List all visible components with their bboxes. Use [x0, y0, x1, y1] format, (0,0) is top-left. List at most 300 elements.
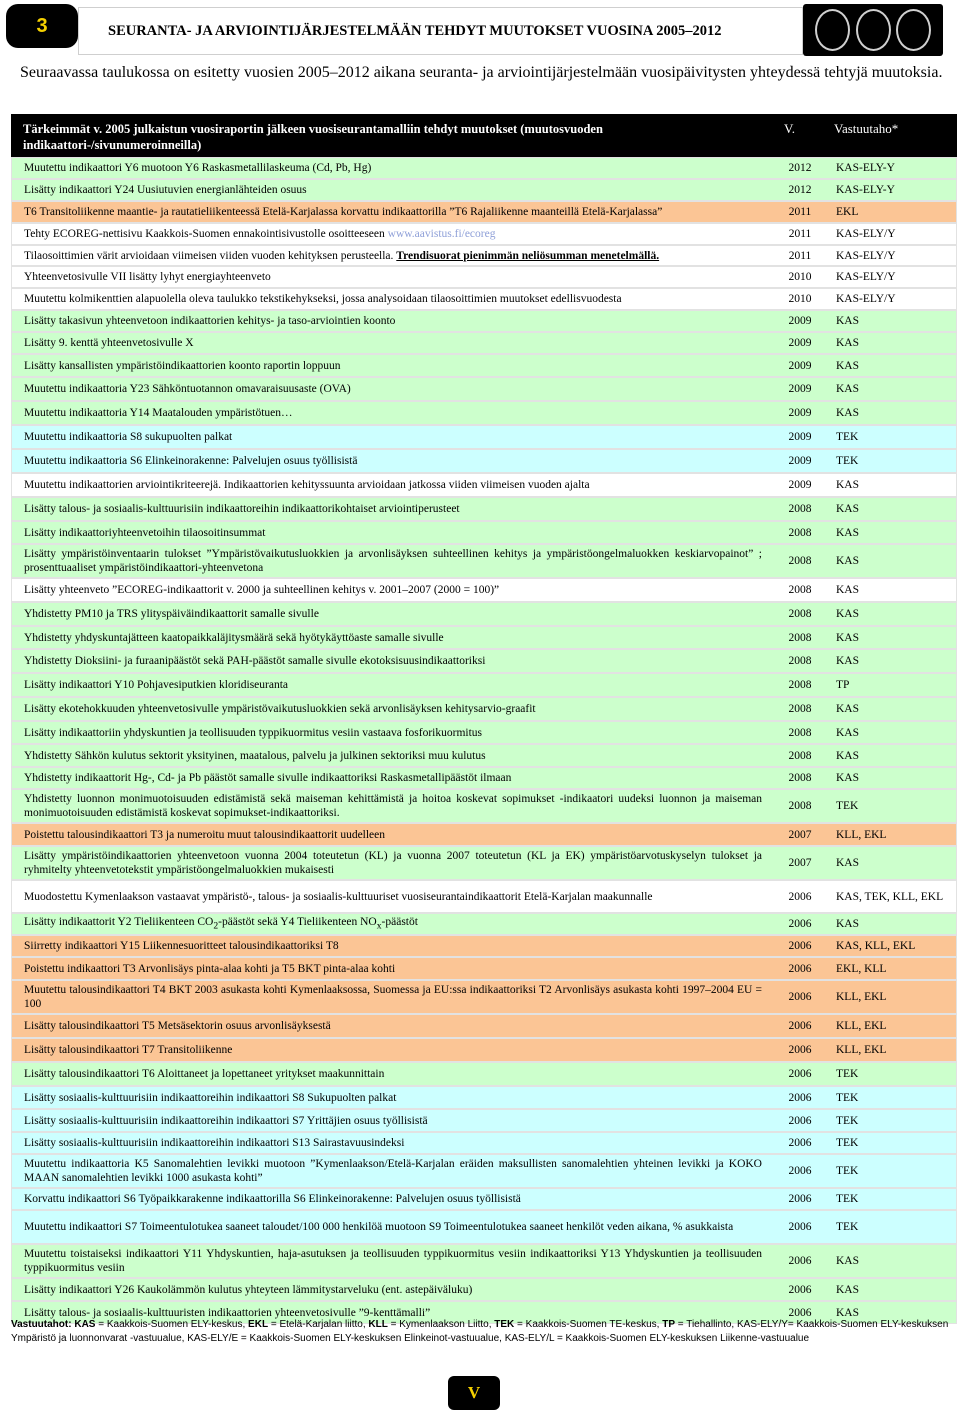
row-description — [12, 1279, 774, 1300]
row-responsible — [826, 1087, 956, 1108]
row-description — [12, 790, 774, 822]
row-description-text — [24, 1114, 428, 1128]
row-responsible — [826, 790, 956, 822]
row-description-text — [24, 1091, 396, 1105]
responsible-value: EKL, KLL — [836, 962, 887, 975]
description-text: Muutettu toistaiseksi indikaattori Y11 Yhdyskuntien, haja-asutuksen ja teollisuuden typpikuormitus vesiin indikaattoriksi Y13 Yhdyskuntien ja teollisuuden typpikuormitus vesiin — [24, 1248, 762, 1274]
row-responsible — [826, 768, 956, 788]
year-value: 2007 — [788, 828, 812, 841]
description-text: Muutettu kolmikenttien alapuolella oleva taulukko tekstikehykseksi, jossa analysoidaan tilaosoittimien muutokset edellisvuodesta — [24, 293, 622, 305]
row-responsible — [826, 498, 956, 520]
table-body — [11, 157, 957, 1324]
row-responsible — [826, 914, 956, 934]
row-year — [774, 498, 826, 520]
footnote-definition: = Tiehallinto, KAS-ELY/Y= Kaakkois-Suomen ELY-keskuksen Ympäristö ja luonnonvarat -vastuualue, KAS-ELY/E = Kaakkois-Suomen ELY-keskuksen Elinkeinot-vastuualue, KAS-ELY/L = Kaakkois-Suomen ELY-keskuksen Liikenne-vastuualue — [11, 1319, 949, 1344]
row-responsible — [826, 579, 956, 601]
row-description — [12, 1211, 774, 1243]
description-text: Lisätty kansallisten ympäristöindikaattorien koonto raportin loppuun — [24, 359, 341, 372]
year-value: 2006 — [788, 1137, 812, 1149]
table-row — [11, 377, 957, 401]
row-year — [774, 824, 826, 845]
year-value: 2006 — [788, 918, 812, 930]
row-description-text — [24, 547, 762, 575]
table-row — [11, 578, 957, 602]
row-description-text — [24, 502, 460, 516]
row-description-text — [24, 726, 482, 740]
row-responsible — [826, 650, 956, 672]
description-text: Lisätty ympäristöinventaarin tulokset ”Ympäristövaikutusluokkien ja arvonlisäyksen suhteellinen kehitys ja ympäristöongelmaluokken keskiarvopainot” ; prosenttuaaliset ympäristöindikaattori-yhteenvetona — [24, 548, 762, 574]
table-row — [11, 697, 957, 721]
table-row — [11, 626, 957, 649]
logo-ring-icon — [896, 9, 931, 51]
row-description — [12, 1110, 774, 1131]
row-description — [12, 1155, 774, 1187]
responsible-value: KAS, TEK, KLL, EKL — [836, 890, 944, 903]
year-value: 2010 — [788, 293, 812, 305]
table-row — [11, 245, 957, 266]
row-responsible — [826, 246, 956, 265]
description-text: Lisätty sosiaalis-kulttuurisiin indikaattoreihin indikaattori S7 Yrittäjien osuus työllisistä — [24, 1114, 428, 1127]
responsible-value: TP — [836, 679, 850, 691]
row-year — [774, 545, 826, 577]
table-row — [11, 1278, 957, 1301]
responsible-value: KAS — [836, 383, 860, 395]
row-year — [774, 722, 826, 743]
row-responsible — [826, 402, 956, 424]
row-year — [774, 1015, 826, 1037]
description-text: Lisätty ympäristöindikaattorien yhteenvetoon vuonna 2004 toteutetun (KL) ja vuonna 2007 toteutetun (KL ja EK) ympäristöarvotuskyselyn tulokset ja ryhmitelty yhteenvetotekstit ympäristöongelmaluokkien mukaisesti — [24, 850, 762, 876]
row-year — [774, 267, 826, 287]
responsible-value: KAS — [836, 1255, 860, 1267]
row-year — [774, 1063, 826, 1085]
row-description-text — [24, 1067, 384, 1081]
description-text: Muutettu indikaattoria Y23 Sähköntuotannon omavaraisuusaste (OVA) — [24, 383, 351, 395]
year-value: 2010 — [788, 271, 812, 283]
row-description — [12, 1245, 774, 1277]
table-row — [11, 354, 957, 377]
year-value: 2008 — [788, 555, 812, 567]
year-value: 2006 — [788, 890, 812, 903]
page-number-badge: 3 — [6, 4, 78, 48]
row-description — [12, 333, 774, 353]
year-value: 2008 — [788, 703, 812, 715]
table-row — [11, 179, 957, 201]
row-description — [12, 1087, 774, 1108]
row-description — [12, 674, 774, 696]
header-bar — [6, 4, 954, 56]
row-description — [12, 474, 774, 496]
row-description-text — [24, 983, 762, 1011]
row-description — [12, 426, 774, 448]
row-responsible — [826, 722, 956, 743]
row-description-text — [24, 654, 485, 668]
year-value: 2006 — [788, 1283, 812, 1296]
row-year — [774, 426, 826, 448]
table-row — [11, 957, 957, 980]
responsible-value: KAS — [836, 703, 860, 715]
table-row — [11, 744, 957, 767]
table-row — [11, 544, 957, 578]
row-responsible — [826, 355, 956, 376]
row-description — [12, 158, 774, 178]
responsible-value: KAS — [836, 555, 860, 567]
table-row — [11, 767, 957, 789]
responsible-value: TEK — [836, 1137, 859, 1149]
row-year — [774, 180, 826, 200]
year-value: 2006 — [788, 991, 812, 1003]
table-row — [11, 521, 957, 544]
table-row — [11, 935, 957, 957]
responsible-value: KAS-ELY/Y — [836, 293, 896, 305]
row-description — [12, 180, 774, 200]
description-text: Lisätty sosiaalis-kulttuurisiin indikaattoreihin indikaattori S13 Sairastavuusindeksi — [24, 1137, 405, 1149]
row-responsible — [826, 1110, 956, 1131]
row-description-text — [24, 526, 265, 540]
description-text: Lisätty sosiaalis-kulttuurisiin indikaattoreihin indikaattori S8 Sukupuolten palkat — [24, 1091, 397, 1104]
row-description-text — [24, 1247, 762, 1275]
row-description-text — [24, 890, 653, 904]
description-text: Lisätty yhteenveto ”ECOREG-indikaattorit v. 2000 ja suhteellinen kehitys v. 2001–2007 (2000 = 100)” — [24, 584, 500, 596]
responsible-value: KAS — [836, 772, 860, 784]
row-description — [12, 450, 774, 472]
description-text: Yhdistetty indikaattorit Hg-, Cd- ja Pb päästöt samalle sivulle indikaattoriksi Raskasmetallipäästöt ilmaan — [24, 772, 512, 784]
year-value: 2008 — [788, 800, 812, 812]
responsible-value: TEK — [836, 1068, 859, 1080]
row-responsible — [826, 1015, 956, 1037]
row-description — [12, 981, 774, 1013]
row-description-text — [24, 1043, 232, 1057]
description-text: T6 Transitoliikenne maantie- ja rautatieliikenteessä Etelä-Karjalassa korvattu indikaattorilla ”T6 Rajaliikenne maanteillä Etelä-Karjalassa” — [24, 206, 663, 218]
row-year — [774, 246, 826, 265]
row-description-text — [24, 1136, 404, 1150]
row-description — [12, 378, 774, 400]
description-text: Lisätty talous- ja sosiaalis-kulttuurisiin indikaattoreihin indikaattorikohtaiset arviointiperusteet — [24, 503, 460, 515]
table-row — [11, 980, 957, 1014]
row-responsible — [826, 545, 956, 577]
year-value: 2008 — [788, 726, 812, 739]
responsible-value: KAS — [836, 479, 860, 491]
row-year — [774, 402, 826, 424]
row-responsible — [826, 1039, 956, 1061]
column-header-year: V. — [784, 121, 795, 136]
responsible-value: TEK — [836, 1114, 859, 1127]
row-year — [774, 958, 826, 979]
responsible-value: EKL — [836, 206, 859, 218]
responsible-value: KAS — [836, 526, 860, 539]
responsible-value: TEK — [836, 1193, 859, 1205]
row-description-text — [24, 454, 357, 468]
row-description — [12, 402, 774, 424]
responsible-value: KAS-ELY/Y — [836, 228, 896, 240]
changes-table — [11, 114, 957, 1324]
row-responsible — [826, 267, 956, 287]
row-description — [12, 936, 774, 956]
row-responsible — [826, 311, 956, 331]
row-description — [12, 847, 774, 879]
row-description-text — [24, 607, 319, 621]
table-row — [11, 1244, 957, 1278]
description-text: Muutettu indikaattoria Y14 Maatalouden ympäristötuen… — [24, 407, 293, 419]
table-row — [11, 649, 957, 673]
row-description-text — [24, 314, 395, 328]
description-text: Muutettu indikaattoria K5 Sanomalehtien levikki muotoon ”Kymenlaakson/Etelä-Karjalan eräiden maksullisten sanomalehtien yhteinen levikki ja KOKO MAAN sanomalehtien levikki 1000 asukasta kohti” — [24, 1158, 762, 1184]
row-responsible — [826, 958, 956, 979]
responsible-value: KAS — [836, 407, 860, 419]
responsible-value: KAS — [836, 1306, 860, 1319]
row-description — [12, 246, 774, 265]
description-text: Tehty ECOREG-nettisivu Kaakkois-Suomen ennakointisivustolle osoitteeseen — [24, 228, 388, 240]
responsible-value: KLL, EKL — [836, 1044, 887, 1056]
row-description — [12, 522, 774, 543]
year-value: 2008 — [788, 631, 812, 644]
row-responsible — [826, 847, 956, 879]
row-description-text — [24, 1157, 762, 1185]
description-text: Lisätty indikaattori Y26 Kaukolämmön kulutus yhteyteen lämmitystarveluku (ent. astepäiväluku) — [24, 1283, 473, 1296]
year-value: 2008 — [788, 655, 812, 667]
table-row — [11, 1062, 957, 1086]
description-text: Lisätty indikaattoriyhteenvetoihin tilaosoitinsummat — [24, 526, 266, 539]
row-year — [774, 202, 826, 222]
row-responsible — [826, 881, 956, 912]
row-year — [774, 745, 826, 766]
year-value: 2006 — [788, 1068, 812, 1080]
row-year — [774, 450, 826, 472]
table-row — [11, 1014, 957, 1038]
table-row — [11, 1109, 957, 1132]
responsible-value: KAS — [836, 608, 860, 620]
row-description — [12, 914, 774, 934]
row-description — [12, 745, 774, 766]
row-description — [12, 224, 774, 244]
row-year — [774, 355, 826, 376]
row-description — [12, 1063, 774, 1085]
year-value: 2006 — [788, 1221, 812, 1233]
row-description-text — [24, 939, 339, 953]
description-text: Tilaosoittimien värit arvioidaan viimeisen viiden vuoden kehityksen perusteella. — [24, 249, 397, 262]
row-year — [774, 474, 826, 496]
row-responsible — [826, 289, 956, 309]
footnote-definition: = Kaakkois-Suomen TE-keskus, — [514, 1319, 663, 1330]
row-year — [774, 1189, 826, 1209]
footnote-abbreviation: KAS — [74, 1319, 96, 1330]
description-text: Yhdistetty Dioksiini- ja furaanipäästöt sekä PAH-päästöt samalle sivulle ekotoksisuusindikaattoriksi — [24, 655, 486, 667]
year-value: 2009 — [788, 359, 812, 372]
row-description-text — [24, 1220, 733, 1234]
description-text: Lisätty talous- ja sosiaalis-kulttuuristen indikaattorien yhteenvetosivulle ”9-kenttämalli” — [24, 1306, 431, 1319]
row-description — [12, 498, 774, 520]
row-responsible — [826, 603, 956, 625]
footnote-abbreviation: TEK — [494, 1319, 515, 1330]
row-description — [12, 267, 774, 287]
year-value: 2006 — [788, 1193, 812, 1205]
description-text: Siirretty indikaattori Y15 Liikennesuoritteet talousindikaattoriksi T8 — [24, 940, 339, 952]
table-row — [11, 201, 957, 223]
row-description — [12, 579, 774, 601]
row-responsible — [826, 1211, 956, 1243]
row-description-text — [24, 359, 341, 373]
logo — [803, 4, 943, 56]
year-value: 2011 — [788, 228, 812, 240]
year-value: 2008 — [788, 503, 812, 515]
description-text: Yhdistetty PM10 ja TRS ylityspäiväindikaattorit samalle sivulle — [24, 608, 319, 620]
page-section-badge: V — [448, 1376, 500, 1410]
year-value: 2006 — [788, 1044, 812, 1056]
table-row — [11, 497, 957, 521]
row-responsible — [826, 627, 956, 648]
year-value: 2011 — [788, 249, 812, 262]
responsible-value: KLL, EKL — [836, 828, 887, 841]
table-row — [11, 449, 957, 473]
subscript: 2 — [213, 920, 219, 932]
row-description — [12, 603, 774, 625]
responsible-value: KAS — [836, 1283, 860, 1296]
description-text: Muutettu talousindikaattori T4 BKT 2003 asukasta kohti Kymenlaaksossa, Suomessa ja EU:ssa indikaattoriksi T2 Arvonlisäys asukasta kohti 1997–2004 EU = 100 — [24, 984, 762, 1010]
table-row — [11, 1210, 957, 1244]
table-row — [11, 223, 957, 245]
row-description-text — [24, 792, 762, 820]
responsible-value: KAS — [836, 584, 860, 596]
description-text: Lisätty indikaattori Y24 Uusiutuvien energianlähteiden osuus — [24, 184, 307, 196]
footnote-abbreviation: TP — [662, 1319, 675, 1330]
row-responsible — [826, 1133, 956, 1153]
row-year — [774, 1155, 826, 1187]
row-description — [12, 1015, 774, 1037]
description-text: Lisätty talousindikaattori T6 Aloittaneet ja lopettaneet yritykset maakunnittain — [24, 1068, 385, 1080]
row-description-text — [24, 249, 659, 263]
responsible-value: TEK — [836, 431, 859, 443]
description-emphasis: Trendisuorat pienimmän neliösumman menetelmällä. — [396, 249, 660, 262]
row-responsible — [826, 450, 956, 472]
year-value: 2006 — [788, 940, 812, 952]
row-description — [12, 824, 774, 845]
row-description-text — [24, 702, 536, 716]
responsible-value: KAS — [836, 315, 860, 327]
responsible-value: TEK — [836, 1165, 859, 1177]
description-text: Muutettu indikaattori S7 Toimeentulotukea saaneet taloudet/100 000 henkilöä muotoon S9 Toimeentulotukea saaneet henkilöt veden aikana, % asukkaista — [24, 1221, 734, 1233]
row-description-text — [24, 915, 418, 933]
year-value: 2008 — [788, 749, 812, 762]
footnote-label: Vastuutahot: — [11, 1319, 75, 1330]
row-description-text — [24, 962, 395, 976]
row-responsible — [826, 522, 956, 543]
description-text: Muutettu indikaattorien arviointikriteerejä. Indikaattorien kehityssuunta arvioidaan jatkossa viiden viimeisen vuoden ajalta — [24, 479, 590, 491]
row-description-text — [24, 1019, 331, 1033]
row-responsible — [826, 1063, 956, 1085]
row-responsible — [826, 1245, 956, 1277]
responsible-value: KLL, EKL — [836, 1020, 887, 1032]
description-text: Muutettu indikaattoria S8 sukupuolten palkat — [24, 431, 233, 443]
row-year — [774, 1279, 826, 1300]
row-responsible — [826, 180, 956, 200]
year-value: 2006 — [788, 1020, 812, 1032]
row-responsible — [826, 426, 956, 448]
description-text: Lisätty indikaattoriin yhdyskuntien ja teollisuuden typpikuormitus vesiin vastaava fosforikuormitus — [24, 726, 483, 739]
year-value: 2012 — [788, 162, 812, 174]
row-year — [774, 579, 826, 601]
row-description-text — [24, 478, 590, 492]
row-year — [774, 936, 826, 956]
row-year — [774, 224, 826, 244]
row-description — [12, 698, 774, 720]
table-row — [11, 1038, 957, 1062]
responsible-value: KAS — [836, 337, 860, 349]
year-value: 2009 — [788, 383, 812, 395]
table-row — [11, 602, 957, 626]
row-year — [774, 333, 826, 353]
description-text: Yhdistetty luonnon monimuotoisuuden edistämistä sekä maiseman kehittämistä ja hoitoa koskevat sopimukset -indikaatori uudeksi luonnon ja maiseman monimuotoisuuden edistämistä koskevat sopimukset-indikaattoriksi. — [24, 793, 762, 819]
description-text: Poistettu indikaattori T3 Arvonlisäys pinta-alaa kohti ja T5 BKT pinta-alaa kohti — [24, 962, 396, 975]
row-description-text — [24, 270, 271, 284]
year-value: 2006 — [788, 1114, 812, 1127]
year-value: 2009 — [788, 455, 812, 467]
footnote-definition: = Etelä-Karjalan liitto, — [268, 1319, 369, 1330]
row-responsible — [826, 674, 956, 696]
row-description-text — [24, 406, 293, 420]
year-value: 2008 — [788, 608, 812, 620]
description-text: Poistettu talousindikaattori T3 ja numeroitu muut talousindikaattorit uudelleen — [24, 828, 386, 841]
year-value: 2006 — [788, 1255, 812, 1267]
description-text: Korvattu indikaattori S6 Työpaikkarakenne indikaattorilla S6 Elinkeinorakenne: Palvelujen osuus työllisistä — [24, 1193, 521, 1205]
description-text: Muodostettu Kymenlaakson vastaavat ympäristö-, talous- ja sosiaalis-kulttuuriset vuosiseurantaindikaattorit Etelä-Karjalan maakunnalle — [24, 890, 653, 903]
responsible-value: TEK — [836, 1091, 859, 1104]
responsible-value: KAS — [836, 918, 860, 930]
row-responsible — [826, 1279, 956, 1300]
responsible-value: KAS — [836, 655, 860, 667]
row-description-text — [24, 227, 495, 241]
row-year — [774, 627, 826, 648]
row-description — [12, 958, 774, 979]
year-value: 2006 — [788, 1165, 812, 1177]
table-row — [11, 880, 957, 913]
table-row — [11, 1154, 957, 1188]
responsible-value: TEK — [836, 1221, 859, 1233]
table-row — [11, 401, 957, 425]
table-row — [11, 823, 957, 846]
row-description-text — [24, 631, 444, 645]
row-responsible — [826, 824, 956, 845]
responsible-value: KAS-ELY/Y — [836, 271, 896, 283]
responsible-value: KAS-ELY-Y — [836, 184, 895, 196]
row-description — [12, 881, 774, 912]
table-row — [11, 288, 957, 310]
description-text: Lisätty takasivun yhteenvetoon indikaattorien kehitys- ja taso-arviointien koonto — [24, 315, 396, 327]
footnote-abbreviation: EKL — [248, 1319, 269, 1330]
row-responsible — [826, 224, 956, 244]
row-year — [774, 698, 826, 720]
description-text: Lisätty indikaattori Y10 Pohjavesiputkien kloridiseuranta — [24, 679, 289, 691]
year-value: 2008 — [788, 679, 812, 691]
row-year — [774, 981, 826, 1013]
row-responsible — [826, 202, 956, 222]
responsible-value: KAS — [836, 503, 860, 515]
row-responsible — [826, 474, 956, 496]
footnote-definition: = Kymenlaakson Liitto, — [387, 1319, 495, 1330]
row-year — [774, 881, 826, 912]
row-description — [12, 768, 774, 788]
row-responsible — [826, 936, 956, 956]
year-value: 2009 — [788, 431, 812, 443]
description-text: Lisätty 9. kenttä yhteenvetosivulle X — [24, 337, 194, 349]
row-description — [12, 355, 774, 376]
row-year — [774, 1133, 826, 1153]
row-year — [774, 1211, 826, 1243]
description-text: -päästöt sekä Y4 Tieliikenteen NO — [218, 915, 377, 928]
responsible-value: KAS-ELY/Y — [836, 249, 896, 262]
row-description-text — [24, 678, 288, 692]
responsible-value: TEK — [836, 800, 859, 812]
responsible-parties-footnote — [11, 1318, 951, 1345]
ecoreg-link[interactable]: www.aavistus.fi/ecoreg — [387, 228, 496, 240]
